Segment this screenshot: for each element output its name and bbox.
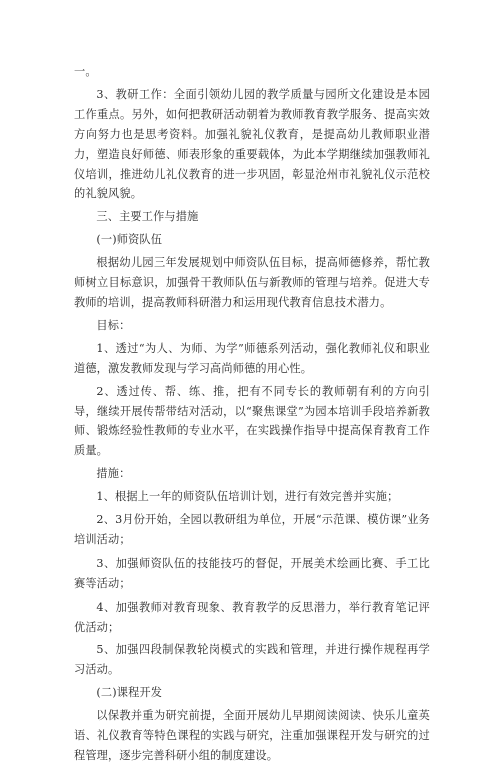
measure-item-4: 4、加强教师对教育现象、教育教学的反思潜力，举行教育笔记评优活动；: [74, 600, 430, 634]
label-measures: 措施：: [96, 467, 131, 481]
subsection-heading-curriculum: (二)课程开发: [96, 686, 163, 700]
goal-item-1: 1、透过“为人、为师、为学”师德系列活动，强化教师礼仪和职业道德，激发教师发现与学习高尚师德的用心性。: [74, 341, 430, 375]
paragraph-faculty-intro: 根据幼儿园三年发展规划中师资队伍目标，提高师德修养，帮忙教师树立目标意识，加强骨干教师队伍与新教师的管理与培养。促进大专教师的培训，提高教师科研潜力和运用现代教育信息技术潜力。: [74, 256, 430, 309]
measure-item-3: 3、加强师资队伍的技能技巧的督促，开展美术绘画比赛、手工比赛等活动；: [74, 556, 430, 590]
measure-item-1: 1、根据上一年的师资队伍培训计划，进行有效完善并实施；: [96, 490, 399, 504]
label-goals: 目标：: [96, 318, 131, 332]
section-heading-main-work: 三、主要工作与措施: [96, 210, 199, 224]
measure-item-2: 2、3月份开始，全园以教研组为单位，开展“示范课、模仿课”业务培训活动；: [74, 513, 430, 546]
paragraph-continuation: 一。: [74, 65, 97, 78]
subsection-heading-faculty: (一)师资队伍: [96, 233, 163, 247]
paragraph-teaching-research: 3、教研工作：全面引领幼儿园的教学质量与园所文化建设是本园工作重点。另外，如何把教研活动朝着为教师教育教学服务、提高实效方向努力也是思考资料。加强礼貌礼仪教育，是提高幼儿教师职业潜力，塑造良好师德、师表形象的重要载体，为此本学期继续加强教师礼仪培训，推进幼儿礼仪教育的进一步巩固，彰显沧州市礼貌礼仪示范校的礼貌风貌。: [74, 87, 430, 201]
document-body: [74, 62, 430, 766]
paragraph-curriculum: 以保教并重为研究前提，全面开展幼儿早期阅读阅读、快乐儿童英语、礼仪教育等特色课程的实践与研究，注重加强课程开发与研究的过程管理，逐步完善科研小组的制度建设。: [74, 709, 430, 762]
goal-item-2: 2、透过传、帮、练、推，把有不同专长的教师朝有利的方向引导，继续开展传帮带结对活动，以“聚焦课堂”为园本培训手段培养新教师、锻炼经验性教师的专业水平，在实践操作指导中提高保育教育工作质量。: [74, 384, 430, 458]
measure-item-5: 5、加强四段制保教轮岗模式的实践和管理，并进行操作规程再学习活动。: [74, 643, 430, 677]
